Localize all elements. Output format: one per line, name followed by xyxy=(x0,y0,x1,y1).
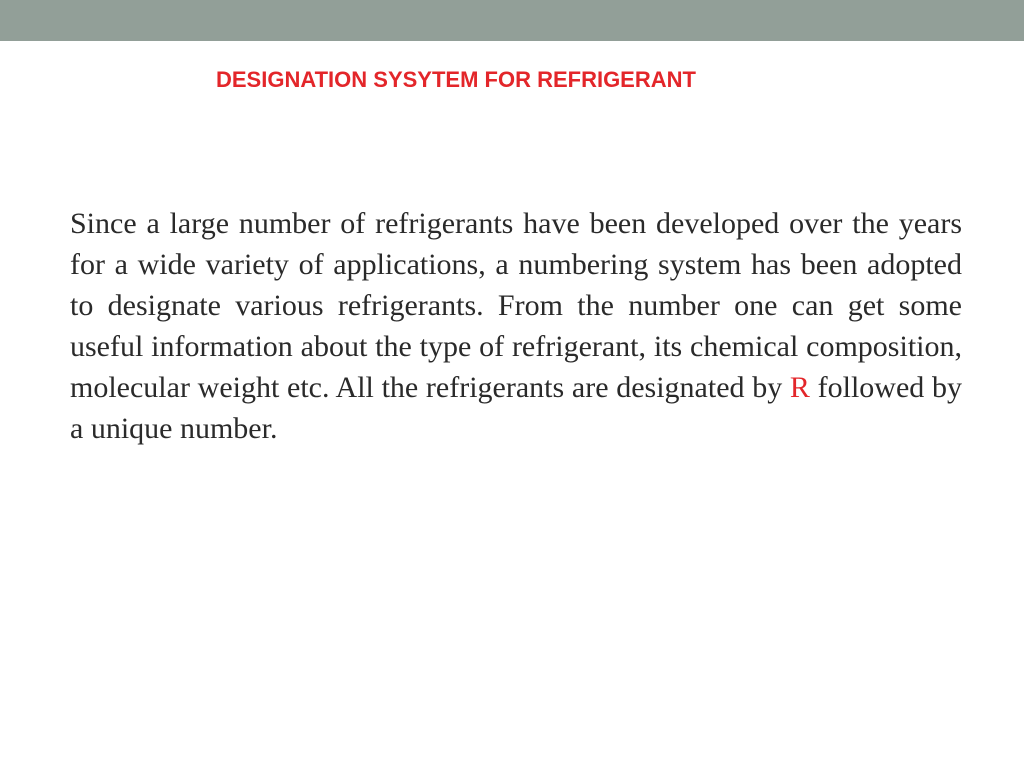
top-accent-bar xyxy=(0,0,1024,41)
body-paragraph xyxy=(70,203,962,449)
body-text-before-highlight: Since a large number of refrigerants have been developed over the years for a wide variety of applications, a numbering system has been adopted to designate various refrigerants. From the number one can get some useful information about the type of refrigerant, its chemical composition, molecular weight etc. All the refrigerants are designated by xyxy=(70,207,962,404)
body-text-after-highlight: followed by a unique number. xyxy=(70,371,962,445)
slide-title: DESIGNATION SYSYTEM FOR REFRIGERANT xyxy=(216,67,696,92)
highlighted-letter-r: R xyxy=(789,371,810,404)
